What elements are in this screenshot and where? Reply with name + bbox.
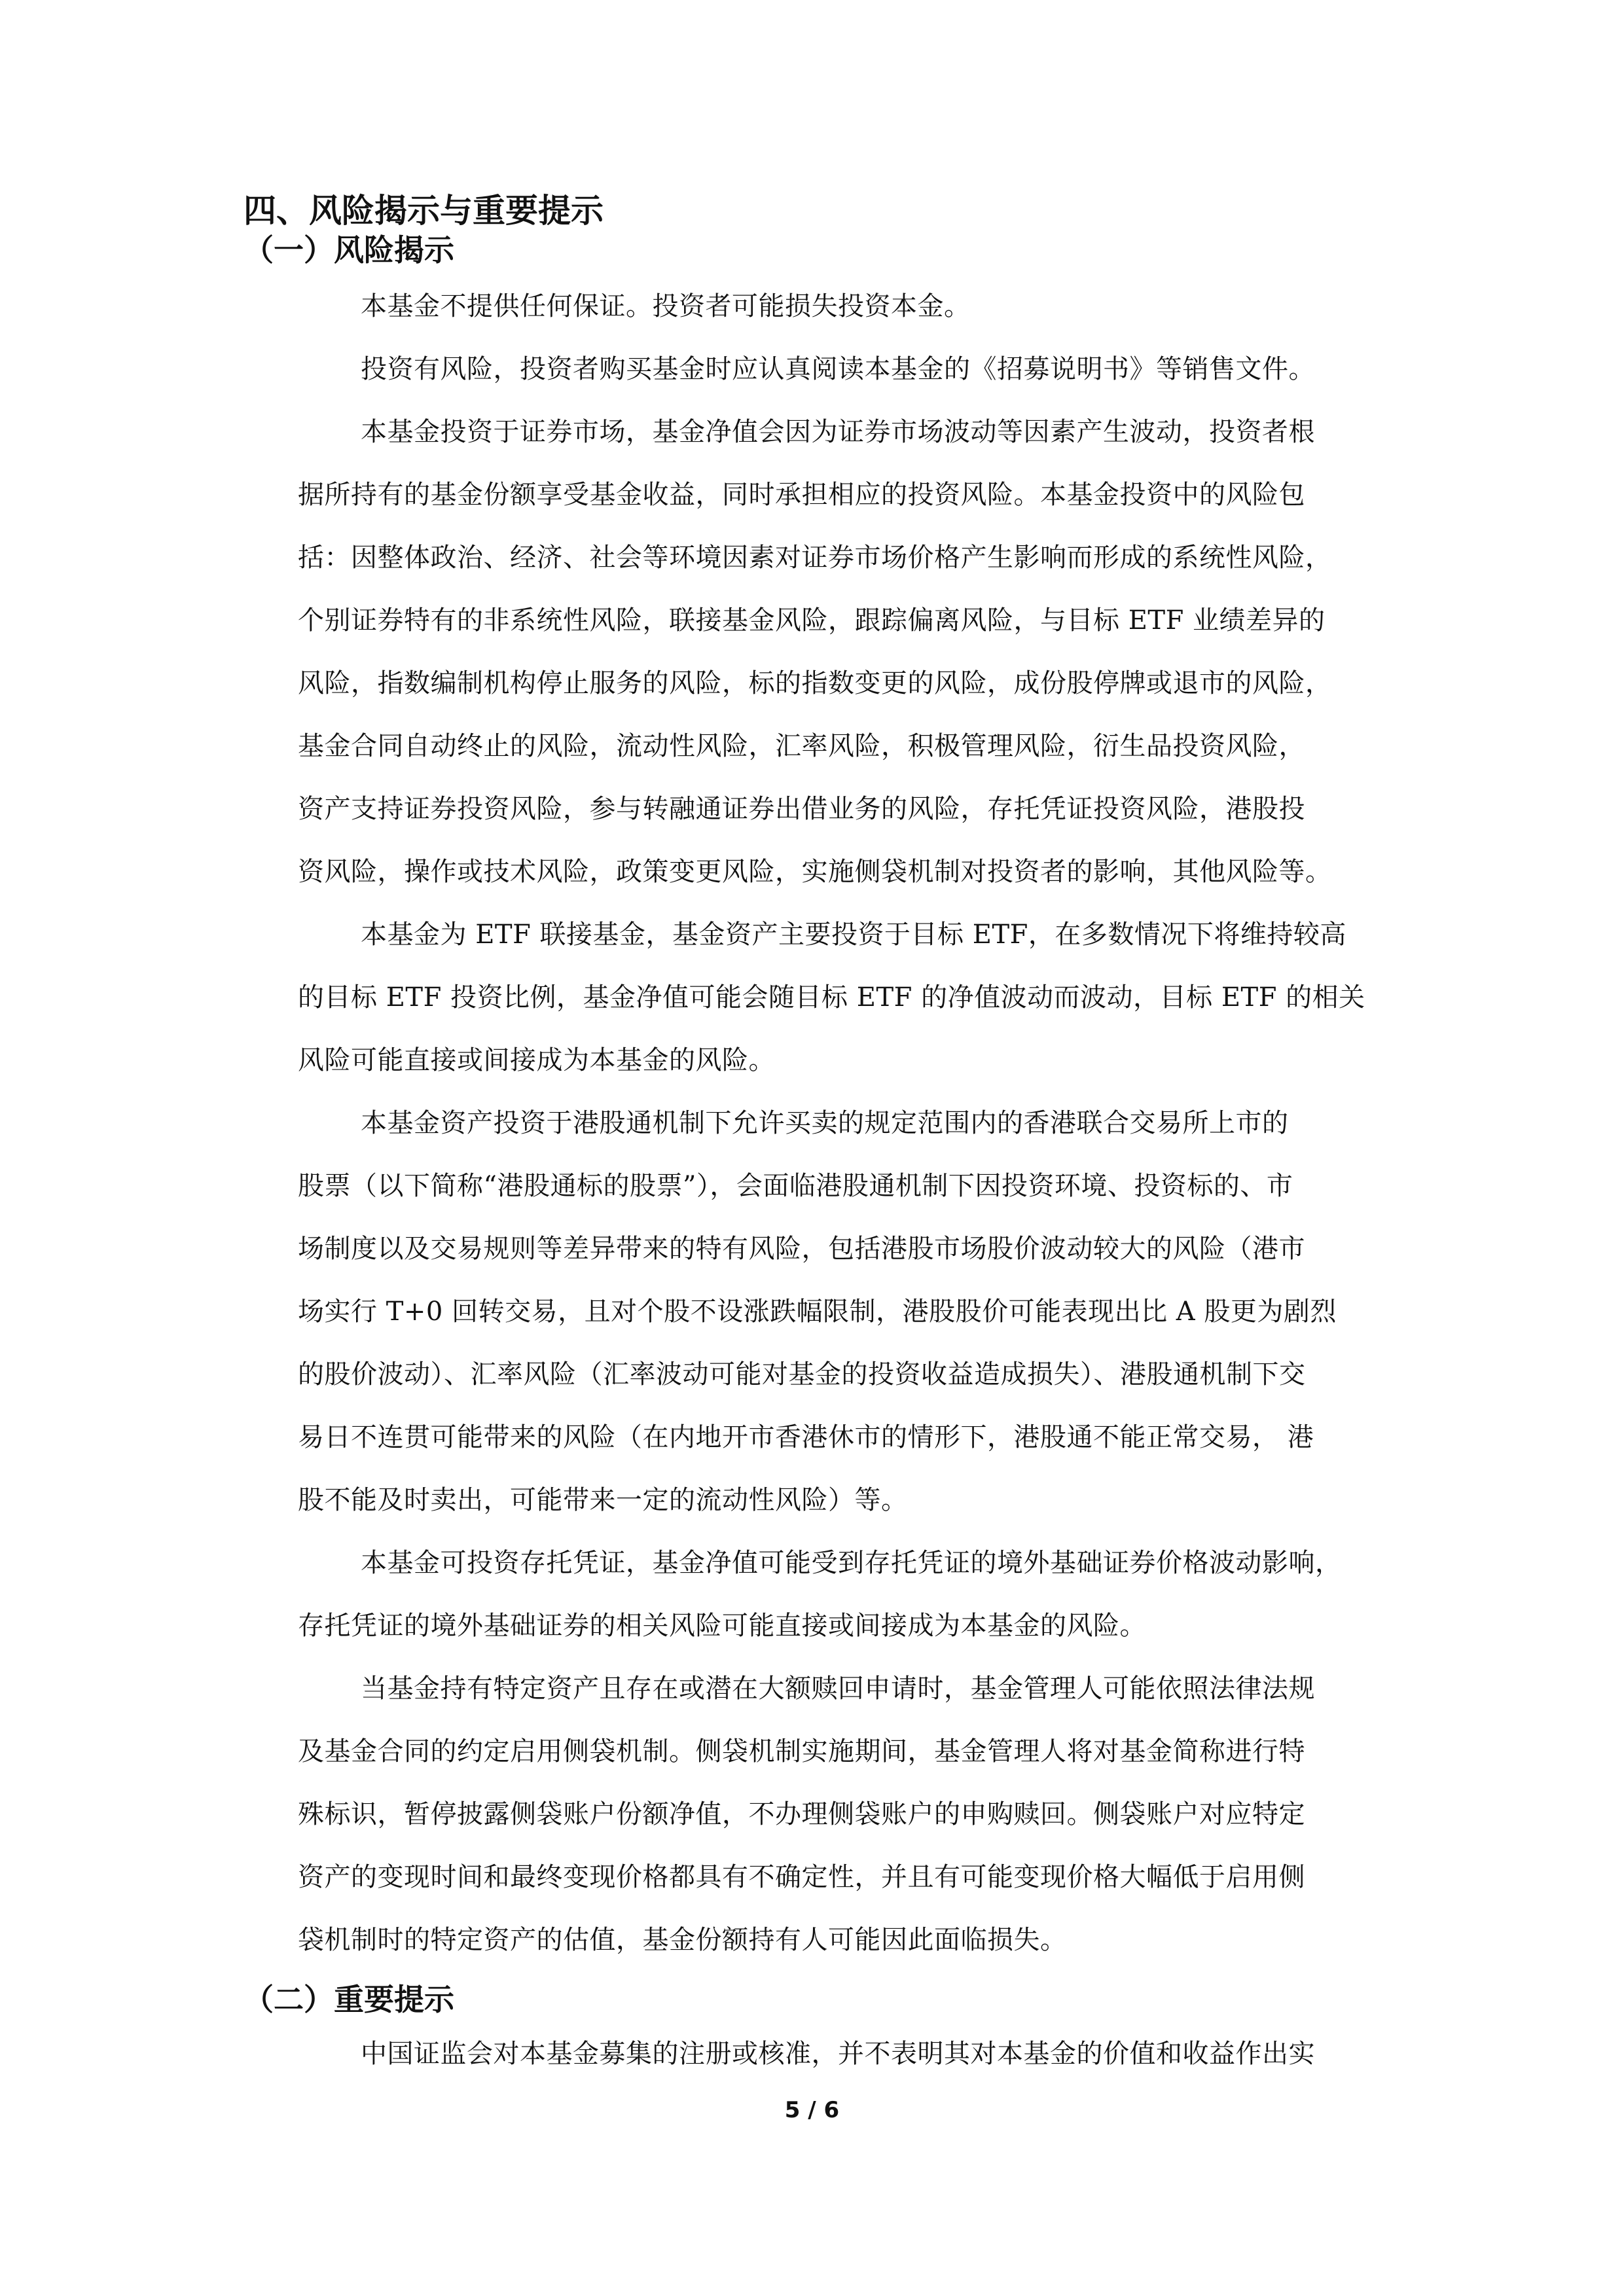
text-line: 殊标识，暂停披露侧袋账户份额净值，不办理侧袋账户的申购赎回。侧袋账户对应特定	[298, 1799, 1305, 1829]
subsection-title-risk: （一）风险揭示	[244, 232, 454, 268]
text-line: 本基金为 ETF 联接基金，基金资产主要投资于目标 ETF，在多数情况下将维持较高	[361, 920, 1346, 950]
text-line: 个别证券特有的非系统性风险，联接基金风险，跟踪偏离风险，与目标 ETF 业绩差异的	[298, 605, 1326, 636]
text-line: 当基金持有特定资产且存在或潜在大额赎回申请时，基金管理人可能依照法律法规	[361, 1674, 1315, 1704]
subsection-title-notice: （二）重要提示	[244, 1982, 454, 2017]
risk-paragraph	[298, 401, 1378, 903]
risk-paragraph	[298, 1657, 1378, 1971]
risk-paragraph	[298, 1532, 1378, 1657]
text-line: 基金合同自动终止的风险，流动性风险，汇率风险，积极管理风险，衍生品投资风险，	[298, 731, 1305, 761]
notice-paragraph	[298, 2022, 1378, 2085]
text-line: 场实行 T+0 回转交易，且对个股不设涨跌幅限制，港股股价可能表现出比 A 股更为剧烈	[298, 1297, 1337, 1327]
text-line: 资产支持证券投资风险，参与转融通证券出借业务的风险，存托凭证投资风险，港股投	[298, 794, 1305, 824]
text-line: 风险可能直接或间接成为本基金的风险。	[298, 1045, 775, 1075]
text-line: 袋机制时的特定资产的估值，基金份额持有人可能因此面临损失。	[298, 1925, 1067, 1955]
risk-paragraph	[298, 903, 1378, 1092]
text-line: 本基金资产投资于港股通机制下允许买卖的规定范围内的香港联合交易所上市的	[361, 1108, 1289, 1138]
text-line: 股不能及时卖出，可能带来一定的流动性风险）等。	[298, 1485, 908, 1515]
text-line: 的目标 ETF 投资比例，基金净值可能会随目标 ETF 的净值波动而波动，目标 ETF 的相关	[298, 982, 1365, 1013]
text-line: 中国证监会对本基金募集的注册或核准，并不表明其对本基金的价值和收益作出实	[361, 2039, 1315, 2069]
page-number: 5 / 6	[784, 2097, 840, 2123]
section-title: 四、风险揭示与重要提示	[244, 192, 604, 230]
text-line: 风险，指数编制机构停止服务的风险，标的指数变更的风险，成份股停牌或退市的风险，	[298, 668, 1332, 698]
risk-paragraph	[298, 338, 1378, 401]
risk-paragraph	[298, 1092, 1378, 1532]
text-line: 据所持有的基金份额享受基金收益，同时承担相应的投资风险。本基金投资中的风险包	[298, 480, 1305, 510]
text-line: 资风险，操作或技术风险，政策变更风险，实施侧袋机制对投资者的影响，其他风险等。	[298, 857, 1332, 887]
text-line: 投资有风险，投资者购买基金时应认真阅读本基金的《招募说明书》等销售文件。	[361, 354, 1315, 384]
text-line: 本基金可投资存托凭证，基金净值可能受到存托凭证的境外基础证券价格波动影响，	[361, 1548, 1342, 1578]
risk-paragraph	[298, 275, 1378, 338]
text-line: 本基金不提供任何保证。投资者可能损失投资本金。	[361, 291, 971, 321]
text-line: 股票（以下简称“港股通标的股票”），会面临港股通机制下因投资环境、投资标的、市	[298, 1171, 1293, 1201]
text-line: 括：因整体政治、经济、社会等环境因素对证券市场价格产生影响而形成的系统性风险，	[298, 543, 1332, 573]
text-line: 及基金合同的约定启用侧袋机制。侧袋机制实施期间，基金管理人将对基金简称进行特	[298, 1736, 1305, 1767]
text-line: 的股价波动）、汇率风险（汇率波动可能对基金的投资收益造成损失）、港股通机制下交	[298, 1359, 1306, 1390]
text-line: 场制度以及交易规则等差异带来的特有风险，包括港股市场股价波动较大的风险（港市	[298, 1234, 1305, 1264]
text-line: 资产的变现时间和最终变现价格都具有不确定性，并且有可能变现价格大幅低于启用侧	[298, 1862, 1305, 1892]
text-line: 存托凭证的境外基础证券的相关风险可能直接或间接成为本基金的风险。	[298, 1611, 1146, 1641]
text-line: 本基金投资于证券市场，基金净值会因为证券市场波动等因素产生波动，投资者根	[361, 417, 1315, 447]
text-line: 易日不连贯可能带来的风险（在内地开市香港休市的情形下，港股通不能正常交易， 港	[298, 1422, 1314, 1452]
